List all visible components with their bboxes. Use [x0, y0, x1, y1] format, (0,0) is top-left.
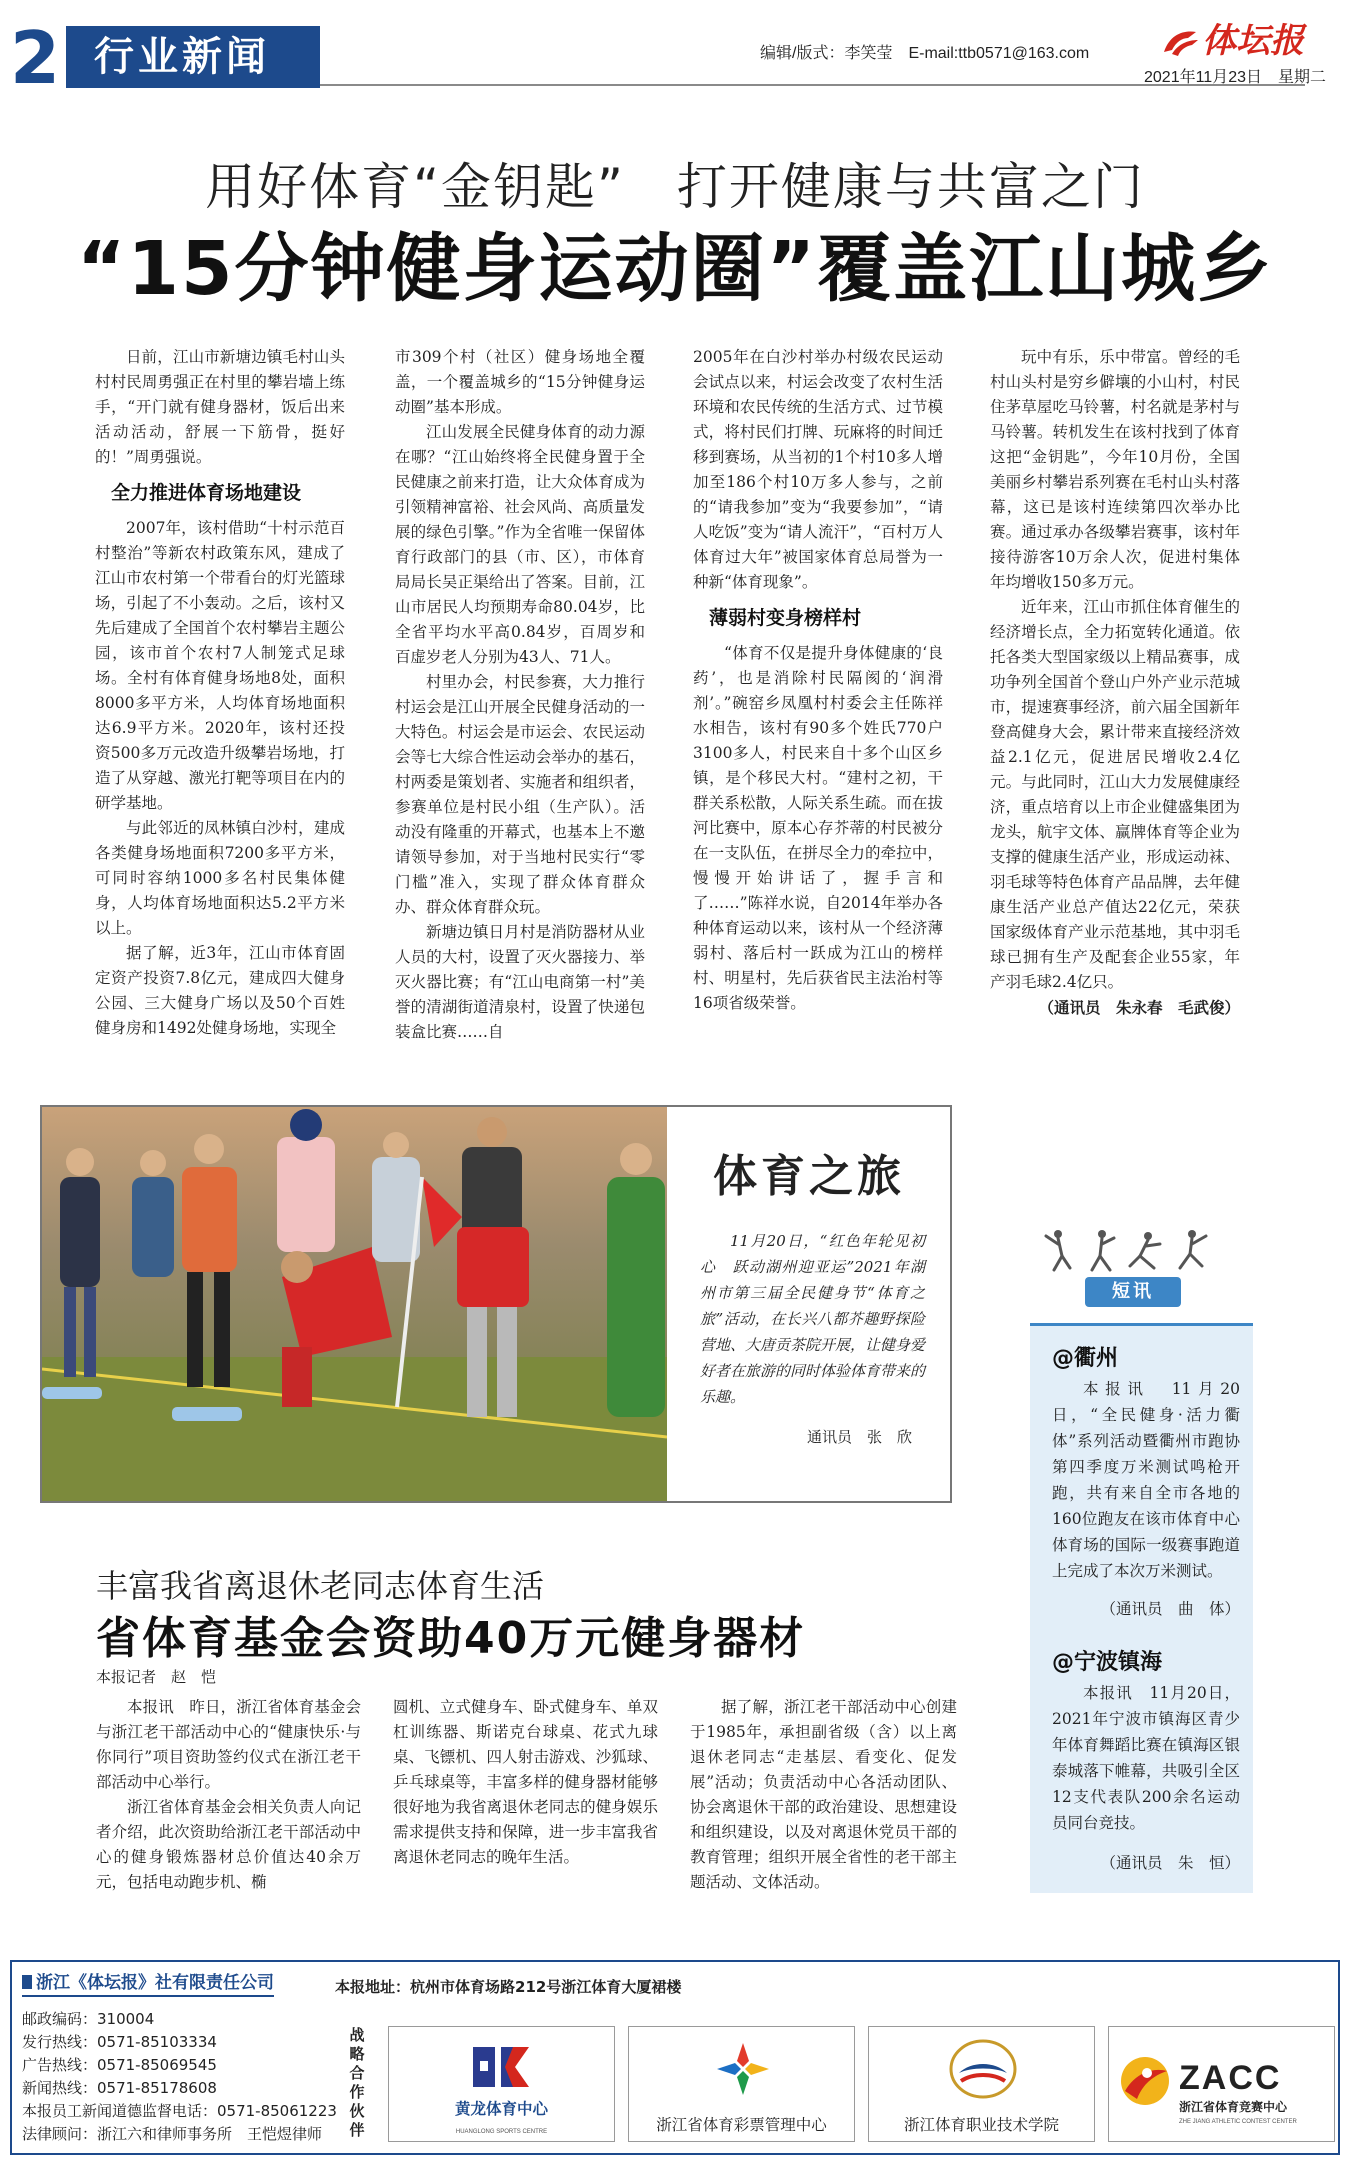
ad-hotline: 广告热线：0571-85069545 [22, 2056, 217, 2074]
legal-counsel: 法律顾问：浙江六和律师事务所 王恺煜律师 [22, 2125, 323, 2143]
partner-name: 浙江省体育彩票管理中心 [656, 2115, 827, 2134]
postal-code: 邮政编码：310004 [22, 2010, 155, 2028]
section-banner: 行业新闻 [66, 26, 320, 88]
lead-headline: “15分钟健身运动圈”覆盖江山城乡 [76, 226, 1274, 312]
crowd-photo [42, 1107, 667, 1501]
partner-card [628, 2026, 855, 2142]
feature-body [700, 1228, 925, 1410]
paragraph: 据了解，近3年，江山市体育固定资产投资7.8亿元，建成四大健身公园、三大健身广场以及50个百姓健身房和1492处健身场地，实现全 [95, 944, 345, 1037]
subheading: 全力推进体育场地建设 [111, 482, 302, 504]
issue-date: 2021年11月23日 星期二 [1144, 69, 1327, 86]
byline: （通讯员 朱永春 毛武俊） [1038, 998, 1240, 1017]
paragraph: 浙江省体育基金会相关负责人向记者介绍，此次资助给浙江老干部活动中心的健身锻炼器材总价值达40余万元，包括电动跑步机、椭 [96, 1798, 361, 1891]
paragraph: 本报讯 昨日，浙江省体育基金会与浙江老干部活动中心的“健康快乐·与你同行”项目资助签约仪式在浙江老干部活动中心举行。 [96, 1698, 361, 1791]
publisher-address: 本报地址：杭州市体育场路212号浙江体育大厦裙楼 [335, 1978, 682, 1996]
partner-label: 战略合作伙伴 [349, 2026, 365, 2139]
paragraph: 11月20日，“红色年轮见初心 跃动湖州迎亚运”2021年湖州市第三届全民健身节“体育之旅”活动，在长兴八都芥趣野探险营地、大唐贡茶院开展，让健身爱好者在旅游的同时体验体育带来的乐趣。 [700, 1232, 926, 1406]
paragraph: 2005年在白沙村举办村级农民运动会试点以来，村运会改变了农村生活环境和农民传统的生活方式、过节模式，将村民们打牌、玩麻将的时间迁移到赛场，从当初的1个村10多人增加至186个村10万多人参与，之前的“请我参加”变为“我要参加”，“请人吃饭”变为“请人流汗”，“百村万人体育过大年”被国家体育总局誉为一种新“体育现象”。 [693, 348, 943, 591]
lead-column-4 [990, 345, 1240, 1020]
college-logo-icon [947, 2037, 1019, 2101]
partner-card [1108, 2026, 1335, 2142]
partner-subname: HUANGLONG SPORTS CENTRE [455, 2129, 548, 2135]
partner-name: 浙江体育职业技术学院 [903, 2115, 1059, 2134]
paragraph: 玩中有乐，乐中带富。曾经的毛村山头村是穷乡僻壤的小山村，村民住茅草屋吃马铃薯，村名就是茅村与马铃薯。转机发生在该村找到了体育这把“金钥匙”，今年10月份，全国美丽乡村攀岩系列赛在毛村山头村落幕，这已是该村连续第四次举办比赛。通过承办各级攀岩赛事，该村年接待游客10万余人次，促进村集体年均增收150多万元。 [990, 348, 1240, 591]
huanglong-logo-icon [471, 2043, 531, 2091]
paragraph: “体育不仅是提升身体健康的‘良药’，也是消除村民隔阂的‘润滑剂’。”碗窑乡凤凰村村委会主任陈祥水相告，该村有90多个姓氏770户3100多人，村民来自十多个山区乡镇，是个移民大村。“建村之初，干群关系松散，人际关系生疏。而在拔河比赛中，原本心存芥蒂的村民被分在一支队伍，在拼尽全力的牵拉中，慢慢开始讲话了，握手言和了……”陈祥水说，自2014年举办各种体育运动以来，该村从一个经济薄弱村、落后村一跃成为江山的榜样村、明星村，先后获省民主法治村等16项省级荣誉。 [693, 644, 943, 1012]
page-number: 2 [10, 16, 61, 100]
zacc-wordmark: ZACC [1179, 2059, 1282, 2097]
short-body [1052, 1376, 1240, 1584]
article2-title: 省体育基金会资助40万元健身器材 [96, 1613, 806, 1664]
lead-kicker: 用好体育“金钥匙” 打开健康与共富之门 [205, 158, 1145, 216]
paragraph: 新塘边镇日月村是消防器材从业人员的大村，设置了灭火器接力、举灭火器比赛；有“江山电商第一村”美誉的清湖街道清泉村，设置了快递包装盒比赛……自 [395, 923, 645, 1041]
paragraph: 与此邻近的凤林镇白沙村，建成各类健身场地面积7200多平方米，可同时容纳1000多名村民集体健身，人均体育场地面积达5.2平方米以上。 [95, 819, 345, 937]
paragraph: 本报讯 11月20日，“全民健身·活力衢体”系列活动暨衢州市跑协第四季度万米测试鸣枪开跑，共有来自全市各地的160位跑友在该市体育中心体育场的国际一级赛事跑道上完成了本次万米测试。 [1052, 1380, 1240, 1580]
shorts-tag: 短讯 [1085, 1277, 1181, 1307]
short-credit: （通讯员 曲 体） [1100, 1600, 1240, 1618]
article2-author: 本报记者 赵 恺 [96, 1668, 217, 1686]
lottery-logo-icon [713, 2039, 773, 2099]
zacc-logo-icon [1117, 2053, 1173, 2109]
zacc-en-name: ZHE JIANG ATHLETIC CONTEST CENTER [1179, 2119, 1297, 2125]
partner-name: 黄龙体育中心 [454, 2099, 548, 2118]
short-body [1052, 1680, 1240, 1836]
athletes-icon [1040, 1226, 1215, 1274]
publisher-name: 浙江《体坛报》社有限责任公司 [22, 1975, 274, 1997]
paragraph: 2007年，该村借助“十村示范百村整治”等新农村政策东风，建成了江山市农村第一个带看台的灯光篮球场，引起了不小轰动。之后，该村又先后建成了全国首个农村攀岩主题公园，该市首个农村7人制笼式足球场。全村有体育健身场地8处，面积8000多平方米，人均体育场地面积达6.9平方米。2020年，该村还投资500多万元改造升级攀岩场地，打造了从穿越、激光打靶等项目在内的研学基地。 [95, 519, 345, 812]
partner-card [868, 2026, 1095, 2142]
paragraph: 据了解，浙江老干部活动中心创建于1985年，承担副省级（含）以上离退休老同志“走基层、看变化、促发展”活动；负责活动中心各活动团队、协会离退休干部的政治建设、思想建设和组织建设，以及对离退休党员干部的教育管理；组织开展全省性的老干部主题活动、文体活动。 [690, 1698, 957, 1891]
news-hotline: 新闻热线：0571-85178608 [22, 2079, 217, 2097]
paragraph: 近年来，江山市抓住体育催生的经济增长点，全力拓宽转化通道。依托各类大型国家级以上精品赛事，成功争列全国首个登山户外产业示范城市，提速赛事经济，前六届全国新年登高健身大会，累计带来直接经济效益2.1亿元，促进居民增收2.4亿元。与此同时，江山大力发展健康经济，重点培育以上市企业健盛集团为龙头，航宇文体、赢牌体育等企业为支撑的健康生活产业，形成运动袜、羽毛球等特色体育产品品牌，去年健康生活产业总产值达22亿元，荣获国家级体育产业示范基地，其中羽毛球已拥有生产及配套企业55家，年产羽毛球2.4亿只。 [990, 598, 1240, 991]
paragraph: 本报讯 11月20日，2021年宁波市镇海区青少年体育舞蹈比赛在镇海区银泰城落下帷幕，共吸引全区12支代表队200余名运动员同台竞技。 [1052, 1684, 1240, 1832]
zacc-cn-name: 浙江省体育竞赛中心 [1179, 2100, 1288, 2114]
paragraph: 村里办会，村民参赛，大力推行村运会是江山开展全民健身活动的一大特色。村运会是市运会、农民运动会等七大综合性运动会举办的基石，村两委是策划者、实施者和组织者，参赛单位是村民小组（生产队）。活动没有隆重的开幕式，也基本上不邀请领导参加，对于当地村民实行“零门槛”准入，实现了群众体育群众办、群众体育群众玩。 [395, 673, 645, 916]
subheading: 薄弱村变身榜样村 [709, 607, 862, 629]
paragraph: 市309个村（社区）健身场地全覆盖，一个覆盖城乡的“15分钟健身运动圈”基本形成。 [395, 348, 645, 416]
lead-column-1 [95, 345, 345, 1041]
feature-title: 体育之旅 [713, 1151, 905, 1202]
lead-column-2 [395, 345, 645, 1045]
article2-column-1 [96, 1695, 361, 1895]
paragraph: 圆机、立式健身车、卧式健身车、单双杠训练器、斯诺克台球桌、花式九球桌、飞镖机、四人射击游戏、沙狐球、乒乓球桌等，丰富多样的健身器材能够很好地为我省离退休老同志的健身娱乐需求提供支持和保障，进一步丰富我省离退休老同志的晚年生活。 [393, 1698, 658, 1866]
distribution-hotline: 发行热线：0571-85103334 [22, 2033, 217, 2051]
article2-kicker: 丰富我省离退休老同志体育生活 [96, 1567, 545, 1605]
partner-card [388, 2026, 615, 2142]
short-credit: （通讯员 朱 恒） [1100, 1854, 1240, 1872]
article2-column-2 [393, 1695, 658, 1870]
paragraph: 江山发展全民健身体育的动力源在哪？“江山始终将全民健身置于全民健康之前来打造，让大众体育成为引领精神富裕、社会风尚、高质量发展的绿色引擎。”作为全省唯一保留体育行政部门的县（市、区），市体育局局长吴正渠给出了答案。目前，江山市居民人均预期寿命80.04岁，比全省平均水平高0.84岁，百周岁和百虚岁老人分别为43人、71人。 [395, 423, 645, 666]
editor-credit: 编辑/版式：李笑莹 E-mail:ttb0571@163.com [760, 45, 1090, 62]
short-title: @宁波镇海 [1052, 1650, 1163, 1675]
ethics-hotline: 本报员工新闻道德监督电话：0571-85061223 [22, 2102, 337, 2120]
feature-credit: 通讯员 张 欣 [806, 1428, 912, 1446]
short-title: @衢州 [1052, 1346, 1119, 1371]
article2-column-3 [690, 1695, 957, 1895]
paragraph: 日前，江山市新塘边镇毛村山头村村民周勇强正在村里的攀岩墙上练手，“开门就有健身器材，饭后出来活动活动，舒展一下筋骨，挺好的！”周勇强说。 [95, 348, 345, 466]
paper-name: 体坛报 [1202, 21, 1304, 61]
lead-column-3 [693, 345, 943, 1016]
